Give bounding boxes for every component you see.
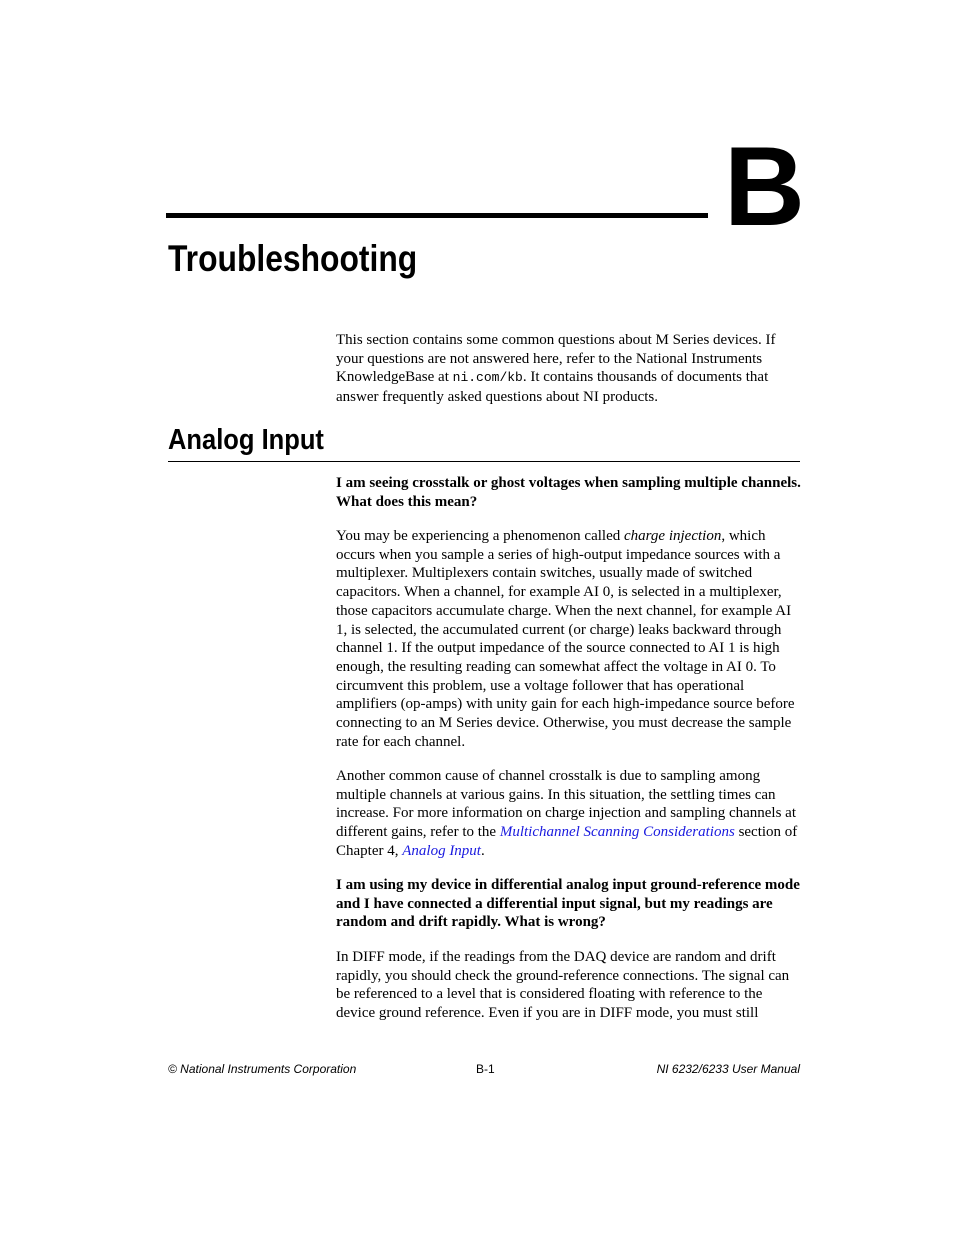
footer-manual-title: NI 6232/6233 User Manual (656, 1062, 800, 1076)
footer-copyright: © National Instruments Corporation (168, 1062, 357, 1076)
answer-2-text-mid: section of Chapter 4, (336, 824, 798, 859)
section-rule (168, 461, 800, 462)
answer-2-text-pre: Another common cause of channel crosstalk is due to sampling among multiple channels at various gains. In this situation, the settling times can increase. For more information on charge injection and sampling channels at different gains, refer to the (336, 768, 796, 841)
answer-crosstalk-paragraph-2 (336, 767, 804, 861)
question-crosstalk: I am seeing crosstalk or ghost voltages when sampling multiple channels. What does this mean? (336, 475, 801, 510)
intro-text-1: This section contains some common questions about M Series devices. If your questions are not answered here, refer to the National Instruments KnowledgeBase at (336, 332, 776, 386)
multichannel-scanning-link[interactable]: Multichannel Scanning Considerations (499, 824, 735, 841)
question-diff-mode: I am using my device in differential analog input ground-reference mode and I have connected a differential input signal, but my readings are random and drift rapidly. What is wrong? (336, 877, 800, 931)
answer-1-text-post: , which occurs when you sample a series of high-output impedance sources with a multiplexer. Multiplexers contain switches, usually made of switched capacitors. When a channel, for example AI 0, is selected in a multiplexer, those capacitors accumulate charge. When the next channel, for example AI 1, is selected, the accumulated current (or charge) leaks backward through channel 1. If the output impedance of the source connected to AI 1 is high enough, the resulting reading can somewhat affect the voltage in AI 0. To circumvent this problem, use a voltage follower that has operational amplifiers (op-amps) with unity gain for each high-impedance source before connecting to an M Series device. Otherwise, you must decrease the sample rate for each channel. (336, 528, 795, 750)
answer-2-text-end: . (480, 842, 485, 859)
chapter-rule (166, 213, 708, 218)
section-heading: Analog Input (168, 424, 324, 456)
intro-paragraph (336, 331, 804, 407)
knowledgebase-url: ni.com/kb (452, 370, 523, 386)
chapter-letter: B (724, 124, 803, 249)
chapter-title: Troubleshooting (168, 238, 418, 279)
answer-diff-mode-paragraph: In DIFF mode, if the readings from the DAQ device are random and drift rapidly, you should check the ground-reference connections. The signal can be referenced to a level that is considered floating with reference to the device ground reference. Even if you are in DIFF mode, you must still (336, 949, 790, 1022)
charge-injection-term: charge injection (623, 528, 722, 544)
footer-page-number: B-1 (476, 1062, 495, 1076)
answer-crosstalk-paragraph-1 (336, 527, 804, 751)
intro-text-2: . It contains thousands of documents that answer frequently asked questions about NI products. (336, 369, 769, 406)
answer-1-text-pre: You may be experiencing a phenomenon called (336, 528, 624, 544)
analog-input-chapter-link[interactable]: Analog Input (402, 842, 481, 859)
